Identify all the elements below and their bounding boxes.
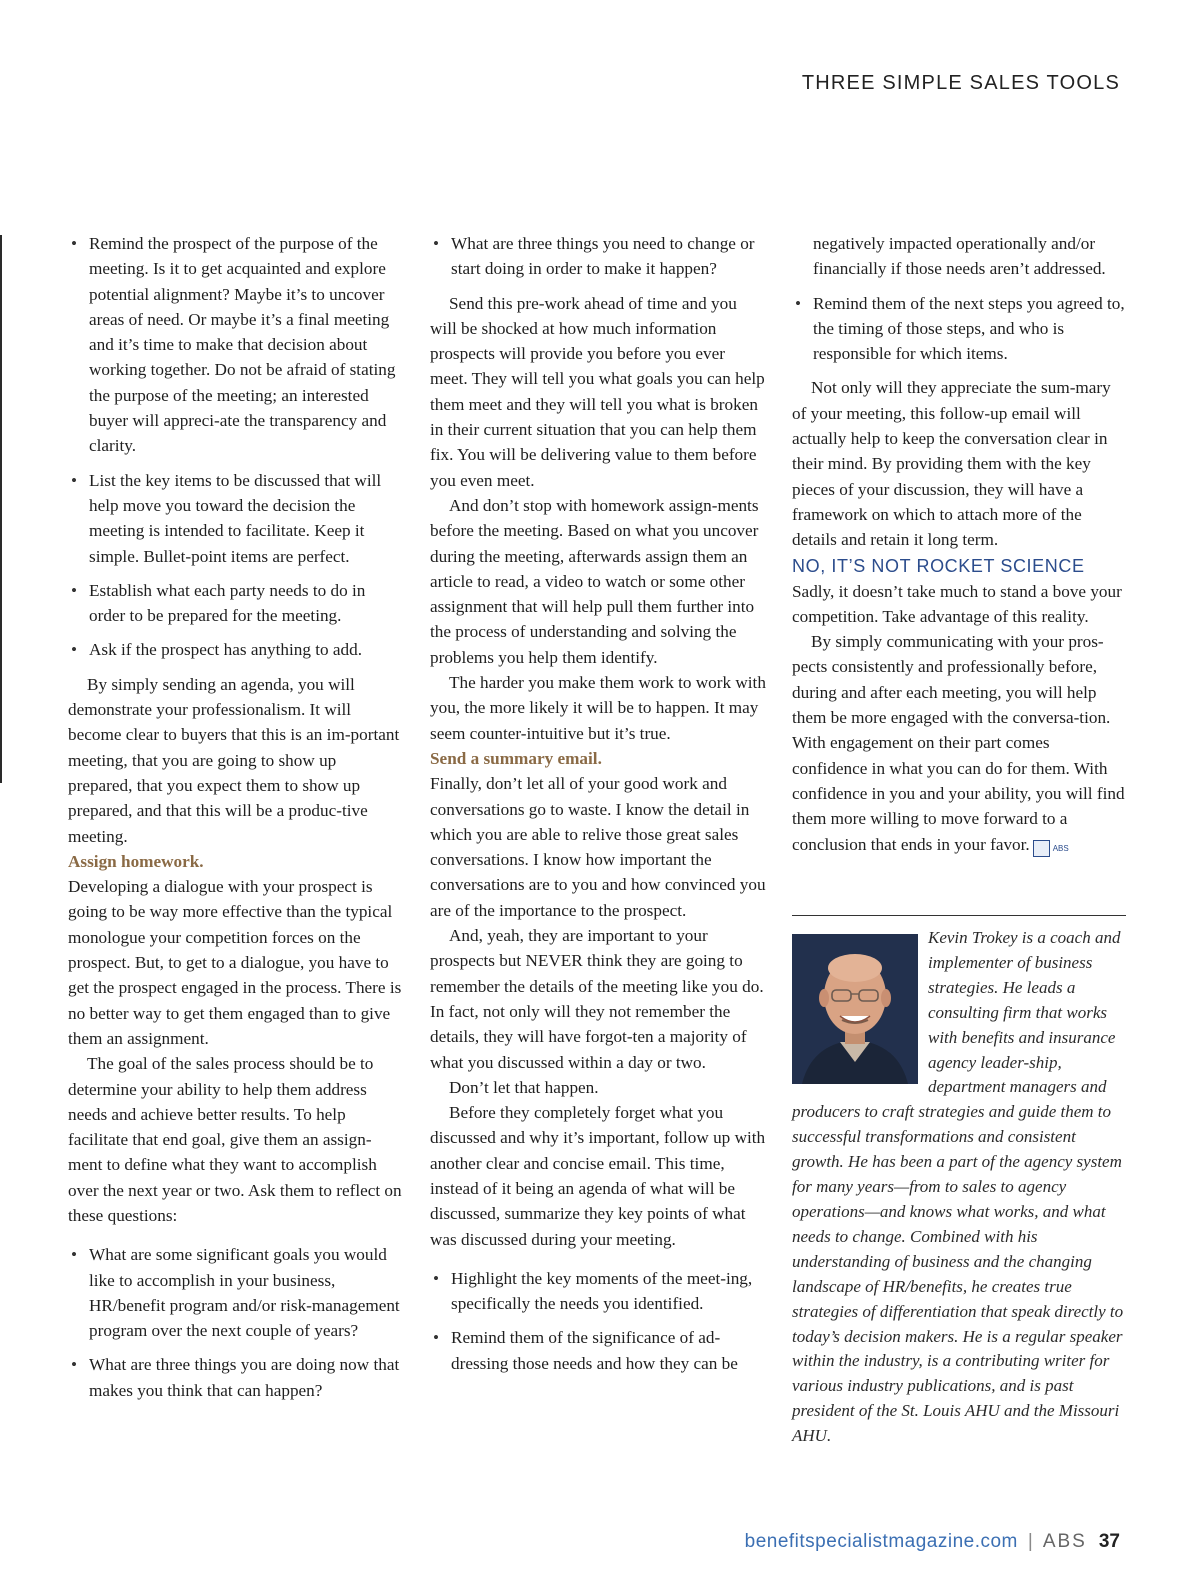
body-paragraph: And, yeah, they are important to your prospects but NEVER think they are going to remember the details of the meeting like you do. In fact, not only will they not remember the details, they will have forgot-ten a majority of what you discussed within a day or two.	[430, 926, 764, 1072]
author-bio	[792, 926, 1128, 1449]
closing-text: By simply communicating with your pros-pects consistently and professionally before, during and after each meeting, you will help them be more engaged with the conversa-tion. With engagement on their part comes confidence in what you can do for them. With confidence in you and your ability, you will find them more willing to move forward to a conclusion that ends in your favor.	[792, 632, 1125, 854]
summary-bullet-list	[430, 1266, 766, 1376]
author-bio-text: Kevin Trokey is a coach and implementer of business strategies. He leads a consulting firm that works with benefits and insurance agency leader-ship, department managers and producers to craft strategies and guide them to successful transformations and consistent growth. He has been a part of the agency system for many years—from to sales to agency operations—and knows what works, and what needs to change. Combined with his understanding of business and the changing landscape of HR/benefits, he creates true strategies of differentiation that speak directly to today’s decision makers. He is a regular speaker within the industry, is a contributing writer for various industry publications, and is past president of the St. Louis AHU and the Missouri AHU.	[792, 928, 1124, 1446]
bullet-continuation: negatively impacted operationally and/or financially if those needs aren’t addressed.	[813, 234, 1106, 279]
list-item: • Ask if the prospect has anything to add.	[89, 637, 404, 662]
column-1	[68, 231, 404, 1412]
body-paragraph: Finally, don’t let all of your good work and conversations go to waste. I know the detail in which you are able to relive those great sales conversations. I know how important the conversations are to you and how convinced you are of the importance to the prospect.	[430, 774, 766, 920]
footer-separator: |	[1027, 1531, 1033, 1552]
section-title: THREE SIMPLE SALES TOOLS	[801, 72, 1120, 94]
questions-bullet-list-continued	[430, 231, 766, 282]
page-footer	[745, 1531, 1120, 1553]
questions-bullet-list	[68, 1242, 404, 1403]
list-item: • Remind them of the next steps you agreed to, the timing of those steps, and who is responsible for which items.	[813, 291, 1128, 367]
body-paragraph: Before they completely forget what you discussed and why it’s important, follow up with another clear and concise email. This time, instead of it being an agenda of what will be discussed, summarize they key points of what was discussed during your meeting.	[430, 1103, 766, 1249]
page-number: 37	[1098, 1531, 1120, 1552]
list-item: • Establish what each party needs to do in order to be prepared for the meeting.	[89, 578, 404, 629]
list-item: • What are some significant goals you would like to accomplish in your business, HR/benefit program and/or risk-management program over the next couple of years?	[89, 1242, 404, 1343]
footer-magazine-name: ABS	[1042, 1531, 1087, 1552]
closing-paragraph	[792, 629, 1128, 857]
abs-end-mark-icon: ABS	[1033, 840, 1050, 857]
body-paragraph: Don’t let that happen.	[449, 1077, 599, 1097]
body-paragraph: Developing a dialogue with your prospect is going to be way more effective than the typical monologue your competition forces on the prospect. But, to get to a dialogue, you have to get the prospect engaged in the process. There is no better way to get them engaged than to give them an assignment.	[68, 877, 402, 1048]
list-item: • What are three things you need to change or start doing in order to make it happen?	[451, 231, 766, 282]
subheading-assign-homework: Assign homework.	[68, 851, 204, 871]
author-photo-illustration	[792, 934, 918, 1084]
subheading-send-summary-email: Send a summary email.	[430, 748, 602, 768]
footer-website: benefitspecialistmagazine.com	[744, 1531, 1018, 1552]
list-item: • What are three things you are doing now that makes you think that can happen?	[89, 1352, 404, 1403]
margin-rule	[0, 235, 2, 783]
body-paragraph: The harder you make them work to work with you, the more likely it will be to happen. It may seem counter-intuitive but it’s true.	[430, 673, 766, 743]
body-paragraph: Sadly, it doesn’t take much to stand a bove your competition. Take advantage of this reality.	[792, 581, 1122, 626]
summary-bullet-list-continued	[792, 291, 1128, 367]
column-3	[792, 231, 1128, 857]
body-paragraph: By simply sending an agenda, you will demonstrate your professionalism. It will become clear to buyers that this is an im-portant meeting, that you are going to show up prepared, that you expect them to show up prepared, and that this will be a produc-tive meeting.	[68, 674, 400, 846]
body-paragraph: Send this pre-work ahead of time and you will be shocked at how much information prospects will provide you before you ever meet. They will tell you what goals you can help them meet and they will tell you what is broken in their current situation that you can help them fix. You will be delivering value to them before you even meet.	[430, 293, 765, 490]
list-item: • List the key items to be discussed that will help move you toward the decision the meeting is intended to facilitate. Keep it simple. Bullet-point items are perfect.	[89, 468, 404, 569]
subheading-rocket-science: NO, IT’S NOT ROCKET SCIENCE	[792, 555, 1085, 576]
agenda-bullet-list	[68, 231, 404, 663]
bio-divider	[792, 915, 1126, 916]
author-headshot	[792, 934, 918, 1084]
list-item: • Remind the prospect of the purpose of the meeting. Is it to get acquainted and explore potential alignment? Maybe it’s to uncover areas of need. Or maybe it’s a final meeting and it’s time to make that decision about working together. Do not be afraid of stating the purpose of the meeting; an interested buyer will appreci-ate the transparency and clarity.	[89, 231, 404, 459]
body-paragraph: The goal of the sales process should be to determine your ability to help them address needs and achieve better results. To help facilitate that end goal, give them an assign-ment to define what they want to accomplish over the next year or two. Ask them to reflect on these questions:	[68, 1054, 402, 1225]
column-2	[430, 231, 766, 1385]
body-paragraph: And don’t stop with homework assign-ments before the meeting. Based on what you uncover during the meeting, afterwards assign them an article to read, a video to watch or some other assignment that will help pull them further into the process of understanding and solving the problems you help them identify.	[430, 495, 759, 667]
list-item: • Highlight the key moments of the meet-ing, specifically the needs you identified.	[451, 1266, 766, 1317]
body-paragraph: Not only will they appreciate the sum-mary of your meeting, this follow-up email will actually help to keep the conversation clear in their mind. By providing them with the key pieces of your discussion, they will have a framework on which to attach more of the details and retain it long term.	[792, 378, 1111, 550]
list-item: • Remind them of the significance of ad-dressing those needs and how they can be	[451, 1325, 766, 1376]
